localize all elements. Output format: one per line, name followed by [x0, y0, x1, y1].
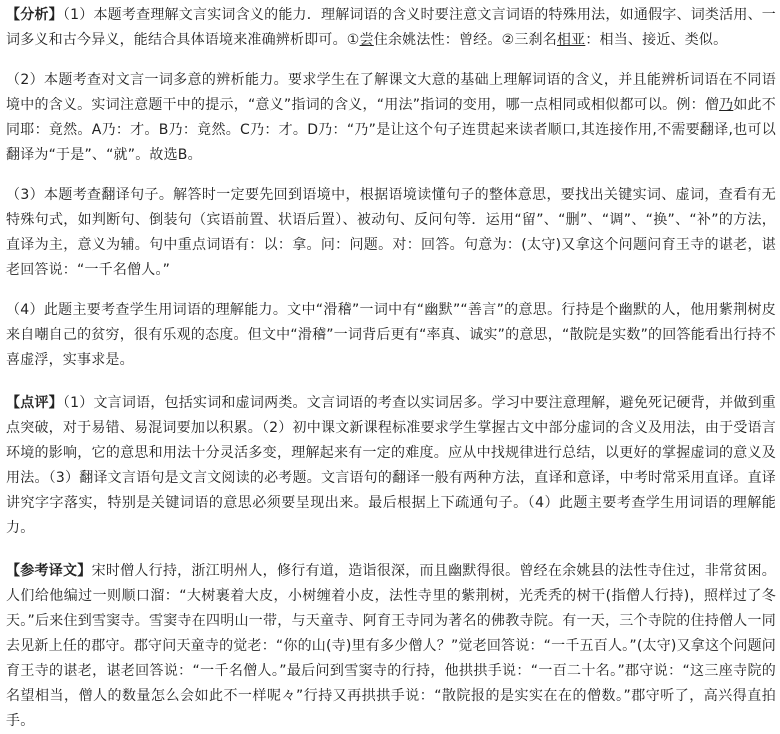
comment-paragraph: [6, 391, 776, 541]
translation-tag: 【参考译文】: [6, 563, 92, 579]
analysis-p2-text-a: （2）本题考查对文言一词多意的辨析能力。要求学生在了解课文大意的基础上理解词语的含义，并且能辨析词语在不同语境中的含义。实词注意题干中的提示，“意义”指词的含义，“用法”指词的变用，哪一点相同或相似都可以。例：僧: [6, 72, 776, 113]
analysis-p1-underlined-word-1: 尝: [359, 32, 374, 48]
analysis-paragraph-4: （4）此题主要考查学生用词语的理解能力。文中“滑稽”一词中有“幽默”“善言”的意思。行持是个幽默的人，他用紫荆树皮来自嘲自己的贫穷，很有乐观的态度。但文中“滑稽”一词背后更有“率真、诚实”的意思，“散院是实数”的回答能看出行持不喜虚浮，实事求是。: [6, 302, 776, 368]
comment-tag: 【点评】: [6, 395, 63, 411]
comment-text: （1）文言词语，包括实词和虚词两类。文言词语的考查以实词居多。学习中要注意理解，避免死记硬背，并做到重点突破，对于易错、易混词要加以积累。（2）初中课文新课程标准要求学生掌握古文中部分虚词的含义及用法，由于受语言环境的影响，它的意思和用法十分灵活多变，理解起来有一定的难度。应从中找规律进行总结，以更好的掌握虚词的意义及用法。（3）翻译文言语句是文言文阅读的必考题。文言语句的翻译一般有两种方法，直译和意译，中考时常采用直译。直译讲究字字落实，特别是关键词语的意思必须要呈现出来。最后根据上下疏通句子。（4）此题主要考查学生用词语的理解能力。: [6, 395, 776, 536]
translation-paragraph: [6, 559, 776, 734]
analysis-p1-underlined-word-2: 相亚: [556, 32, 586, 48]
analysis-paragraph-1: [6, 3, 776, 53]
analysis-p1-text-c: ：相当、接近、类似。: [585, 32, 728, 48]
analysis-paragraph-3: （3）本题考查翻译句子。解答时一定要先回到语境中，根据语境读懂句子的整体意思，要找出关键实词、虚词，查看有无特殊句式，如判断句、倒装句（宾语前置、状语后置）、被动句、反问句等．运用“留”、“删”、“调”、“换”、“补”的方法，直译为主，意义为辅。句中重点词语有：以：拿。问：问题。对：回答。句意为：(太守)又拿这个问题问育王寺的谌老，谌老回答说：“一千名僧人。”: [6, 187, 776, 278]
analysis-p2-text-b: 如此不同耶：竟然。A乃：才。B乃：竟然。C乃：才。D乃：“乃”是让这个句子连贯起来读者顺口,其连接作用,不需要翻译,也可以翻译为“于是”、“就”。故选B。: [6, 97, 776, 163]
analysis-paragraph-2: [6, 68, 776, 168]
translation-text: 宋时僧人行持，浙江明州人，修行有道，造诣很深，而且幽默得很。曾经在余姚县的法性寺住过，非常贫困。人们给他编过一则顺口溜：“大树裹着大皮，小树缠着小皮，法性寺里的紫荆树，光秃秃的树干(指僧人行持)，照样过了冬天。”后来住到雪窦寺。雪窦寺在四明山一带，与天童寺、阿育王寺同为著名的佛教寺院。有一天，三个寺院的住持僧人一同去见新上任的郡守。郡守问天童寺的觉老：“你的山(寺)里有多少僧人？”觉老回答说：“一千五百人。”(太守)又拿这个问题问育王寺的谌老，谌老回答说：“一千名僧人。”最后问到雪窦寺的行持，他拱拱手说：“一百二十名。”郡守说：“这三座寺院的名望相当，僧人的数量怎么会如此不一样呢々”行持又再拱拱手说：“散院报的是实实在在的僧数。”郡守听了，高兴得直拍手。: [6, 563, 776, 729]
analysis-p1-text-a: （1）本题考查理解文言实词含义的能力．理解词语的含义时要注意文言词语的特殊用法，如通假字、词类活用、一词多义和古今异义，能结合具体语境来准确辨析即可。①: [6, 7, 776, 48]
analysis-p1-text-b: 住余姚法性：曾经。②三刹名: [373, 32, 557, 48]
analysis-tag: 【分析】: [6, 7, 63, 23]
analysis-p2-underlined-word: 乃: [719, 97, 734, 113]
